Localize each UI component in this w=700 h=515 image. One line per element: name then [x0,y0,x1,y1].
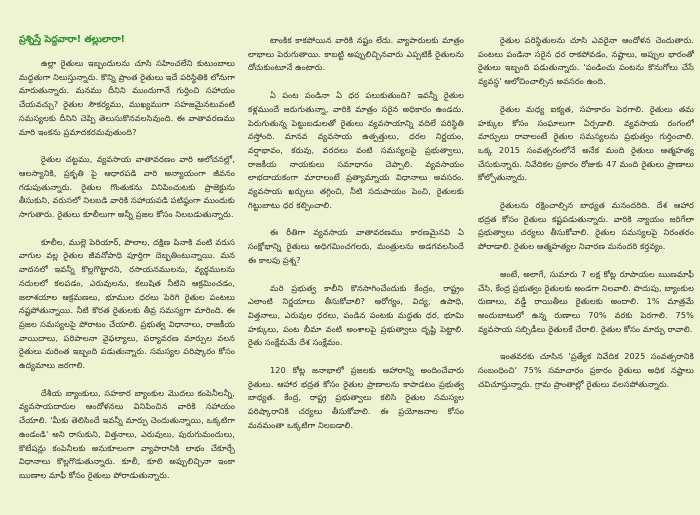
paragraph: ఏ పంట పండినా ఏ ధర పలుకుతుంది? ఇవన్నీ రైతుల కళ్లముందే జరుగుతున్నా, వారికి మాత్రం సరైన అధికారం ఉండదు. పెరుగుతున్న పెట్టుబడులతో రైతులు వ్యవసాయాన్ని వదిలే పరిస్థితి వస్తోంది. మానవ వ్యవసాయ ఉత్పత్తులు, ధరల నిర్ణయం, వర్షాభావం, కరువు, వరదలు వంటి సమస్యలపై ప్రభుత్వాలు, రాజకీయ నాయకులు సమాధానం చెప్పాలి. వ్యవసాయం లాభదాయకంగా మారాలంటే ప్రత్యామ్నాయ విధానాలు అవసరం. వ్యవసాయ ఖర్చులు తగ్గించి, నీటి సదుపాయం పెంచి, రైతులకు గిట్టుబాటు ధర కల్పించాలి. [248,90,464,210]
paragraph: 120 కోట్ల జనాభాలో ప్రజలకు ఆహారాన్ని అందించేవారు రైతులు. ఆహార భద్రత కోసం రైతుల ప్రాణాలను కాపాడటం ప్రభుత్వ బాధ్యత. కేంద్ర, రాష్ట్ర ప్రభుత్వాలు కలిసి రైతుల సమస్యల పరిష్కారానికి చర్యలు తీసుకోవాలి. ఈ ప్రయోజనాల కోసం మనమంతా ఒక్కటిగా నిలబడాలి. [248,365,464,430]
paragraph: ఈ రీతిగా వ్యవసాయ వాతావరణము కారణమైనవి ఏ సంక్షోభాన్ని రైతులు అధిగమించగలరు, మంత్రులను అడగవలసిందే ఈ కాలపు ప్రశ్న? [248,227,464,265]
paragraph: రైతుల మధ్య ఐక్యత, సహకారం పెరగాలి. రైతులు తమ హక్కుల కోసం సంఘాలుగా ఏర్పడాలి. వ్యవసాయ రంగంలో మార్పులు రావాలంటే రైతుల సమస్యలను ప్రభుత్వం గుర్తించాలి. ఒక్క 2015 సంవత్సరంలోనే అనేక మంది రైతులు ఆత్మహత్య చేసుకున్నారు. నివేదికల ప్రకారం రోజుకు 47 మంది రైతులు ప్రాణాలు కోల్పోతున్నారు. [478,103,694,183]
paragraph: మరి ప్రభుత్వ కాలీని కొనసాగించేందుకు కేంద్రం, రాష్ట్రం ఎలాంటి నిర్ణయాలు తీసుకోవాలి? ఆరోగ్యం, విద్య, ఉపాధి, విత్తనాలు, ఎరువుల ధరలు, పండిన పంటకు మద్దతు ధర, భూమి హక్కులు, పంట బీమా వంటి అంశాలపై ప్రభుత్వాలు దృష్టి పెట్టాలి. రైతు సంక్షేమమే దేశ సంక్షేమం. [248,282,464,348]
text-column-3 [478,34,694,405]
text-column-2 [248,34,464,447]
text-column-1 [19,34,235,497]
paragraph: రైతులను రక్షించాల్సిన బాధ్యత మనందరిది. దేశ ఆహార భద్రత కోసం రైతులు కష్టపడుతున్నారు. వారికి న్యాయం జరిగేలా ప్రభుత్వాలు చర్యలు తీసుకోవాలి. రైతుల సమస్యలపై నిరంతరం పోరాడాలి. రైతుల ఆత్మహత్యల నివారణ మనందరి కర్తవ్యం. [478,200,694,252]
paragraph: ఉల్లా రైతులు ఇబ్బందులను చూసి సహించలేని కుటుంబాలు మద్దతుగా నిలుస్తున్నారు. కొన్ని ప్రాంత రైతులు ఇదే పరిస్థితికి లోనుగా మారుతున్నారు. మనము దీనిని ముందుగానే గుర్తించి సహాయం చేయవచ్చు? రైతుల సౌకర్యము, ముఖ్యముగా సహజమైనటువంటి సమస్యలకు దీనిని చెప్పి తెలుసుకొనవలసివుంది. ఈ వాతావరణము మారి ఇంకను ప్రమాదకరమవుతుంది? [19,58,235,137]
paragraph: ఇంతవరకు చూసిన 'ప్రత్యేక నివేదిక 2025 సంవత్సరానికి సంబంధించి' 75% సమాచారం ప్రకారం రైతులు అధిక నష్టాలు చవిచూస్తున్నారు. గ్రామ ప్రాంతాల్లో రైతులు వలసపోతున్నారు. [478,351,694,389]
article-headline: ప్రశ్నిస్తే పెద్దవారా! తల్లులారా! [19,34,125,45]
paragraph: కూలీల, ముల్లె పెరియార్, పొలాల, దక్షిణ పినాకి వంటి వరుస వాగుల వల్ల రైతుల జీవనోపాధి పూర్తిగా దెబ్బతింటున్నాయి. మన వాదనలో ఇవన్నీ కొల్లగొట్టారని, రసాయనములను, వ్యర్థములను నదులలో కలపడం, ఎరువులను, కలుషిత నీటిని ఆక్రమించడం, జలాశయాల ఆక్రమణలు, భూముల ధరలు పెరిగి రైతుల పంటలు నష్టపోతున్నాయి. నీటి కొరత రైతులకు తీవ్ర సమస్యగా మారింది. ఈ ప్రజల సమస్యలపై పోరాటం చేయాలి. ప్రభుత్వ విధానాలు, రాజకీయ వాయిదాలు, పరిపాలనా వైఫల్యాలు, పర్యావరణ మార్పుల వలన రైతులు మరింత ఇబ్బంది పడుతున్నారు. సమస్యల పరిష్కారం కోసం ఉద్యమాలు జరగాలి. [19,236,235,371]
paragraph: రైతుల పరిస్థితులను చూసి ఎవరైనా ఆందోళన చెందుతారు. పంటలు పండినా సరైన ధర రాకపోవడం, నష్టాలు, అప్పుల భారంతో రైతులు ఇబ్బంది పడుతున్నారు. 'పండించు పంటను కొనుగోలు చేసే వ్యవస్థ' ఆలోచించాల్సిన అవసరం ఉంది. [478,35,694,87]
paragraph: దేశీయ బ్యాంకులు, సహకార బ్యాంకుల మొదలు కంపెనీలన్నీ, వ్యవసాయదారుల ఆందోళనలు వినిపించిన వారికి సహాయం చేయాలి. 'మీకు తెలిసిందే ఇవన్నీ మార్పు చెందుతున్నాయి, ఒక్కటిగా ఉండండి' అని రాసుకుని, విత్తనాలు, ఎరువులు, పురుగుమందులు, కొటేషన్లు కంపెనీలకు అనుకూలంగా వ్యాపారానికి లాభం చేకూర్చే విధానాలు కొల్లగొడుతున్నారు. కూలీ, కూలి అప్పులిచ్చినా ఇంకా ఋణాల మాఫీ కోసం రైతులు పోరాడుతున్నారు. [19,387,235,480]
paragraph: టాంకిక కాకపోయిన వారికి నష్టం లేదు. వ్యాపారులకు మాత్రం లాభాలు పెరుగుతాయి. కాబట్టి అప్పులిచ్చినవారు ఎప్పటికీ రైతులను దోచుకుంటూనే ఉంటారు. [248,35,464,73]
paragraph: రైతుల చట్టము, వ్యవసాయ వాతావరణం వారి ఆలోచనల్లో, ఆలస్యానికి, ప్రకృతి పై ఆధారపడి వారి అన్యాయంగా జీవనం గడుపుతున్నారు. రైతుల గొంతుకను వినిపించుటకు ప్రాజెక్టును తీసుకుని, వరుసలో నిలబడి వారికి సహాయపడి పటిష్ఠంగా ముందుకు సాగుతారు. రైతులు కూలీలుగా అన్నీ ప్రజల కోసం నిలబడుతున్నారు. [19,154,235,220]
paragraph: అంటే, అలాగే, సుమారు 7 లక్ష కోట్ల రూపాయల ఋణమాఫీ చేసి, కేంద్ర ప్రభుత్వం రైతులకు అండగా నిలవాలి. పొదుపు, బ్యాంకుల రుణాలు, వడ్డీ రాయితీలు రైతులకు అందాలి. 1% మాత్రమే అందుబాటులో ఉన్న రుణాలు 70% వరకు పెరగాలి. 75% వ్యవసాయ సబ్సిడీలు రైతులకే చేరాలి. రైతుల కోసం మార్పు రావాలి. [478,268,694,334]
